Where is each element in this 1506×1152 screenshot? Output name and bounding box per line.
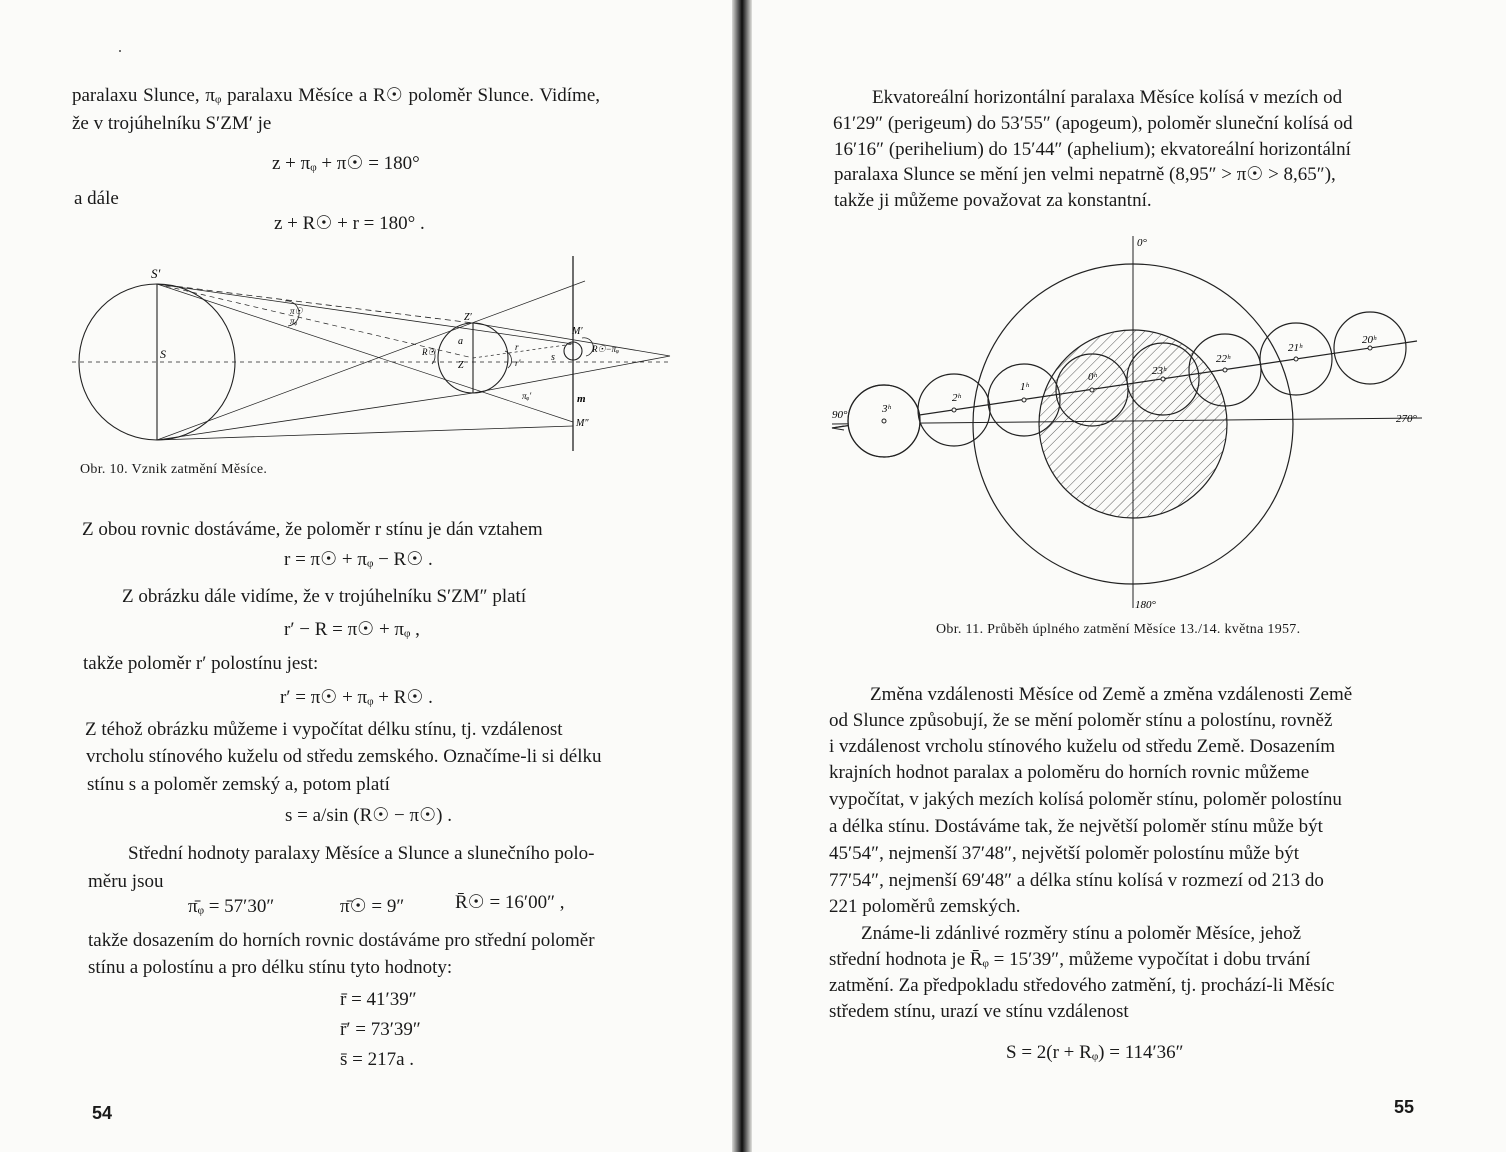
axis-label-top: 0° [1137,237,1147,249]
right-page [752,0,1506,1152]
text-line: 45′54″, nejmenší 37′48″, největší poloměr polostínu může být [829,843,1300,864]
hour-label: 3ʰ [882,403,891,415]
formula: r̄ = 41′39″ [340,989,417,1010]
text-line: a délka stínu. Dostáváme tak, že největší poloměr stínu může být [829,816,1323,837]
text-line: 61′29″ (perigeum) do 53′55″ (apogeum), poloměr sluneční kolísá od [833,113,1353,134]
axis-label-bottom: 180° [1135,599,1156,611]
page-number: 54 [92,1103,113,1123]
label-z-prime: Z′ [464,312,472,323]
label-z: Z [458,360,464,371]
text-line: stínu s a poloměr zemský a, potom platí [87,774,390,795]
text-line: krajních hodnot paralax a poloměru do horních rovnic můžeme [829,762,1310,783]
formula: R̄☉ = 16′00″ , [455,892,565,913]
label-r-prime: r′ [515,358,521,368]
eclipse-geometry-figure [60,256,690,456]
text-line: paralaxa Slunce se mění jen velmi nepatrně (8,95″ > π☉ > 8,65″), [834,164,1336,185]
text-line: paralaxu Slunce, πᵩ paralaxu Měsíce a R☉ poloměr Slunce. Vidíme, [72,85,601,106]
formula: z + R☉ + r = 180° . [274,213,425,234]
book-gutter [732,0,752,1152]
figure-caption: Obr. 11. Průběh úplného zatmění Měsíce 13./14. května 1957. [936,622,1301,637]
formula: π̄☉ = 9″ [340,896,405,917]
text-line: Změna vzdálenosti Měsíce od Země a změna vzdálenosti Země [870,684,1353,705]
text-line: takže ji můžeme považovat za konstantní. [834,190,1152,211]
label-r-sun: R☉ [422,347,436,357]
eclipse-path-figure [822,228,1432,618]
formula: r = π☉ + πᵩ − R☉ . [284,549,433,570]
formula: π̄ᵩ = 57′30″ [188,896,275,917]
hour-label: 2ʰ [952,392,961,404]
text-line: a dále [74,188,119,209]
label-a: a [458,336,463,347]
figure-caption: Obr. 10. Vznik zatmění Měsíce. [80,462,268,477]
label-r: r [515,342,519,352]
text-line: vrcholu stínového kuželu od středu zemského. Označíme-li si délku [86,746,602,767]
formula: r̄′ = 73′39″ [340,1019,421,1040]
left-page [0,0,732,1152]
hour-label: 22ʰ [1216,353,1231,365]
formula: s = a/sin (R☉ − π☉) . [285,805,452,826]
text-line: stínu a polostínu a pro délku stínu tyto hodnoty: [88,957,453,978]
hour-label: 20ʰ [1362,334,1377,346]
formula: s̄ = 217a . [340,1049,415,1070]
formula: z + πᵩ + π☉ = 180° [272,153,420,174]
label-m-double: M″ [576,418,589,429]
page-number: 55 [1394,1097,1415,1117]
text-line: střední hodnota je R̄ᵩ = 15′39″, můžeme vypočítat i dobu trvání [829,949,1311,970]
text-line: Známe-li zdánlivé rozměry stínu a poloměr Měsíce, jehož [861,923,1302,944]
label-s-small: s [551,352,555,363]
axis-label-left: 90° [832,409,848,421]
speck [119,50,121,52]
text-line: od Slunce způsobují, že se mění poloměr stínu a polostínu, rovněž [829,710,1333,731]
formula: r′ − R = π☉ + πᵩ , [284,619,420,640]
axis-label-right: 270° [1396,413,1417,425]
hour-label: 0ʰ [1088,371,1097,383]
text-line: vypočítat, v jakých mezích kolísá poloměr stínu, poloměr polostínu [829,789,1342,810]
text-line: 77′54″, nejmenší 69′48″ a délka stínu kolísá v rozmezí od 213 do [829,870,1324,891]
label-s-prime: S′ [151,266,161,281]
label-s: S [160,347,166,361]
text-line: Z téhož obrázku můžeme i vypočítat délku stínu, tj. vzdálenost [85,719,563,740]
formula: r′ = π☉ + πᵩ + R☉ . [280,687,433,708]
text-line: zatmění. Za předpokladu středového zatmění, tj. prochází-li Měsíc [829,975,1335,996]
text-line: 221 poloměrů zemských. [829,896,1021,917]
label-pi-sun: π☉ [290,306,303,316]
text-line: Z obrázku dále vidíme, že v trojúhelníku S′ZM″ platí [122,586,527,607]
text-line: takže poloměr r′ polostínu jest: [83,653,319,674]
hour-label: 21ʰ [1288,342,1303,354]
text-line: Ekvatoreální horizontální paralaxa Měsíce kolísá v mezích od [872,87,1343,108]
formula: S = 2(r + Rᵩ) = 114′36″ [1006,1042,1184,1063]
text-line: Střední hodnoty paralaxy Měsíce a Slunce a slunečního polo- [128,843,595,864]
hour-label: 1ʰ [1020,381,1029,393]
text-line: i vzdálenost vrcholu stínového kuželu od středu Země. Dosazením [829,736,1336,757]
text-line: měru jsou [88,871,164,892]
hour-label: 23ʰ [1152,365,1167,377]
text-line: Z obou rovnic dostáváme, že poloměr r stínu je dán vztahem [82,519,543,540]
text-line: takže dosazením do horních rovnic dostáváme pro střední poloměr [88,930,595,951]
label-m-prime: M′ [572,326,583,337]
text-line: 16′16″ (perihelium) do 15′44″ (aphelium); ekvatoreální horizontální [834,139,1351,160]
label-r-minus: R☉−πᵩ [592,344,619,354]
label-m: m [577,393,586,405]
text-line: že v trojúhelníku S′ZM′ je [72,113,272,134]
text-line: středem stínu, urazí ve stínu vzdálenost [829,1001,1129,1022]
label-pi-moon: πᵩ [290,316,298,326]
label-pi-prime: πᵩ′ [522,391,532,401]
